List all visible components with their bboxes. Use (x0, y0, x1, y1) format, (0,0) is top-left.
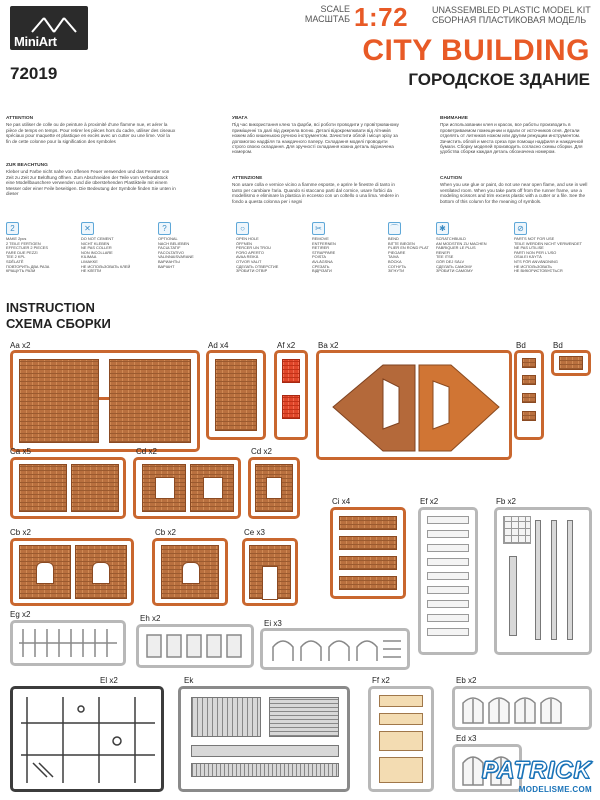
info-ua (232, 116, 402, 155)
sprue-cb-1 (10, 538, 134, 606)
scale-value: 1:72 (354, 2, 409, 32)
sprue-label-ed: Ed x3 (456, 734, 477, 743)
ledge-part (339, 556, 397, 570)
kit-type (432, 5, 592, 25)
sprue-label-ei: Ei x3 (264, 619, 282, 628)
sprue-gate (99, 397, 109, 400)
sprue-label-aa: Aa x2 (10, 341, 31, 350)
small-part (522, 393, 536, 403)
rail-part (509, 556, 517, 636)
sprue-label-cd-1: Cd x2 (136, 447, 157, 456)
small-part (522, 411, 536, 421)
legend-item-make-2 (6, 222, 76, 274)
no-glue-icon: ✕ (81, 222, 94, 235)
instruction-title-en: INSTRUCTION (6, 300, 95, 315)
frame-part (427, 558, 469, 566)
sprue-label-eg: Eg x2 (10, 610, 31, 619)
info-it-head: ATTENZIONE (232, 176, 263, 181)
info-en (440, 176, 595, 204)
ledge-part (339, 576, 397, 590)
frame-part (427, 628, 469, 636)
sprue-cd-1 (133, 457, 241, 519)
legend-text: SCRATCHBUILD AM MODSTEN ZU MACHEN FABRIQUER LE PLUS RENEFI TEE ITSE GÖR DEJ SÄLV СДЕЛАТЬ САМОМУ ЗРОБИТИ САМОМУ (436, 236, 487, 274)
sprue-label-cb-2: Cb x2 (155, 528, 176, 537)
legend-text: REMOVE ENTFERNEN RETIRER STRAPPARE POISTA AVLÄGSNA СРЕЗАТЬ ВІДРІЗАТИ (312, 236, 336, 274)
sprue-ff (368, 686, 434, 792)
sprue-label-eh: Eh x2 (140, 614, 161, 623)
info-it-text: Non usare colla e vernice vicino a fiamme esposte, e aprire le finestre di tanto in tanto per cambiare l'aria. Quando si staccano parti dal cornice, usare forbici da modellismo e eliminare la plastica in eccesso con un coltello o una lima. Vedere in fondo a questa colonna per i segni (232, 182, 399, 204)
info-de-head: ZUR BEACHTUNG (6, 163, 48, 168)
scissors-icon: ✂ (312, 222, 325, 235)
info-fr-text: Ne pas utiliser de colle ou de peinture à proximité d'une flamme nue, et aérer la pièce de temps en temps. Pour retirer les pièces hors du cadre, utiliser des ciseaux spéciaux pour maquette et plastique en excès avec un cutter ou une lime. Voir la fin de cette colonne pour la signification des symboles (6, 122, 176, 144)
legend-text: OPEN HOLE ÖFFNEN PERCER UN TROU FORO APERTO AVAA REIKÄ OTVOR VALIT СДЕЛАТЬ ОТВЕРСТИЕ ЗРОБИТИ ОТВІР (236, 236, 279, 274)
frame-part (427, 516, 469, 524)
legend-text: OPTIONAL NACH BELIEBEN FACULTATIF FACOLTATIVO VALINNAISVARANE ВАРИАНТЫ ВАРІАНТ (158, 236, 194, 269)
rail-part (551, 520, 557, 640)
wall-panel (71, 464, 119, 512)
sprue-label-ce: Ce x3 (244, 528, 265, 537)
frame-part (427, 530, 469, 538)
sprue-aa (10, 350, 200, 452)
window-opening (92, 562, 110, 584)
door-part (379, 731, 423, 751)
wall-panel (19, 359, 99, 443)
legend-item-optional (158, 222, 228, 269)
sprue-label-ef: Ef x2 (420, 497, 439, 506)
rail-part (535, 520, 541, 640)
scratchbuild-icon: ✱ (436, 222, 449, 235)
sign-part (379, 713, 423, 725)
window-opening (203, 477, 223, 499)
roof-parts-icon (323, 357, 507, 455)
sprue-label-ca: Ca x5 (10, 447, 31, 456)
info-ua-text: Під час використання клею та фарби, всі роботи проводити у провітрюваному приміщенні та далі від джерела вогню. Деталі відокремлювати від літників ножем або кишенькою ручною інструментом. Зачистити облой і місця зрізу за допомогою надфіля та наждачного паперу. Складання моделі проводити строго своєю складання. Для зручності складання кожна деталь відзначена номером. (232, 122, 399, 155)
frame-part (427, 586, 469, 594)
info-ru-head: ВНИМАНИЕ (440, 116, 468, 121)
symbols-legend (6, 222, 594, 274)
sprue-ek (178, 686, 350, 792)
ledge-part (339, 516, 397, 530)
sprue-eh (136, 624, 254, 668)
sprue-cd-2 (248, 457, 300, 519)
legend-item-remove (312, 222, 382, 274)
sprue-label-bd-1: Bd (516, 341, 526, 350)
sprue-label-bd-2: Bd (553, 341, 563, 350)
wall-panel (109, 359, 191, 443)
frame-part (427, 572, 469, 580)
bar-part (191, 745, 339, 757)
info-ru (440, 116, 595, 155)
sprue-af (274, 350, 308, 440)
window-wall (19, 545, 71, 599)
sprue-ef (418, 507, 478, 655)
window-opening (266, 477, 282, 499)
door-wall (249, 545, 291, 599)
legend-text: BEND BITTE BIEGEN PLIER EN ROND PLAT PIEGARE TAIVA BÖCKA СОГНУТЬ ЗІГНУТИ (388, 236, 429, 274)
info-en-text: When you use glue or paint, do not use near open flame, and use in well ventilated room. When you take parts off from the runner frame, use a modeling scissors and trim excess plastic with a cutter or a file. See the bottom of this column for the meaning of symbols. (440, 182, 588, 204)
info-ru-text: При использовании клея и красок, все работы производить в проветриваемом помещении и вдали от источников огня. Детали отделять от литников ножом или другим режущим инструментом. Зачистить облой и места среза при помощи надфиля и наждачной бумаги. Сборку моделей производить согласно схемы сборки. Для удобства сборки каждая деталь обозначена номером. (440, 122, 584, 155)
chimney-part (282, 395, 300, 419)
frame-part (427, 544, 469, 552)
watermark-sub: MODELISME.COM (518, 785, 592, 794)
sign-part (379, 695, 423, 707)
info-ua-head: УВАГА (232, 116, 248, 121)
window-wall (190, 464, 234, 512)
title-ru: ГОРОДСКОЕ ЗДАНИЕ (408, 70, 590, 89)
sprue-label-ek: Ek (184, 676, 194, 685)
grille-part (191, 763, 339, 777)
scale-label-en: SCALE (320, 4, 350, 14)
title-en: CITY BUILDING (362, 34, 590, 67)
brand-logo (10, 6, 88, 50)
sprue-ca (10, 457, 126, 519)
scale-label (300, 4, 350, 24)
window-opening (155, 477, 175, 499)
legend-item-scratchbuild (436, 222, 506, 274)
sprue-ba (316, 350, 512, 460)
window-grid (503, 516, 531, 544)
sprue-eg (10, 620, 126, 666)
legend-text: DO NOT CEMENT NICHT KLEBEN NE PAS COLLER NON INCOLLARE KILIMAA LIMAKKE НЕ ИСПОЛЬЗОВАТЬ КЛЕЙ НЕ КЛЕЇТИ (81, 236, 131, 274)
watermark-main: PATRICK (481, 757, 592, 784)
railing-parts-icon (17, 627, 121, 661)
lamp-parts-icon (17, 693, 159, 787)
kit-type-en: UNASSEMBLED PLASTIC MODEL KIT (432, 5, 591, 15)
sprue-ad (206, 350, 266, 440)
instruction-title-ru: СХЕМА СБОРКИ (6, 316, 111, 331)
legend-item-not-for-use (514, 222, 594, 274)
info-it (232, 176, 402, 204)
wall-panel (19, 464, 67, 512)
sprue-label-ff: Ff x2 (372, 676, 390, 685)
arch-parts-icon (267, 635, 405, 665)
sprue-label-cb-1: Cb x2 (10, 528, 31, 537)
logo-emblem-icon (30, 16, 78, 34)
sprue-bd-1 (514, 350, 544, 440)
window-wall (255, 464, 293, 512)
sprue-cb-2 (152, 538, 228, 606)
info-en-head: CAUTION (440, 176, 462, 181)
sprue-label-eb: Eb x2 (456, 676, 477, 685)
frame-part (427, 614, 469, 622)
window-opening (182, 562, 200, 584)
bracket-parts-icon (143, 631, 249, 663)
sprue-ci (330, 507, 406, 599)
rail-part (567, 520, 573, 640)
sprue-ei (260, 628, 410, 670)
window-wall (161, 545, 219, 599)
info-fr (6, 116, 176, 144)
sprue-ce (242, 538, 298, 606)
make-twice-icon: 2 (6, 222, 19, 235)
window-wall (75, 545, 127, 599)
sprue-label-el: El x2 (100, 676, 118, 685)
sprue-fb (494, 507, 592, 655)
not-for-use-icon: ⊘ (514, 222, 527, 235)
sprue-el (10, 686, 164, 792)
info-fr-head: ATTENTION (6, 116, 34, 121)
sprue-label-ad: Ad x4 (208, 341, 229, 350)
small-part (522, 358, 536, 368)
kit-type-ru: СБОРНАЯ ПЛАСТИКОВАЯ МОДЕЛЬ (432, 15, 587, 25)
sprue-eb (452, 686, 592, 730)
legend-text: PARTS NOT FOR USE TEILE WERDEN NICHT VERWENDET NE PAS UTILISE PARTI NON PER L'USO OSIA EI KÄYTÄ NTS FÖR ANVÄNDNING НЕ ИСПОЛЬЗОВАТЬ НЕ ВИКОРИСТОВУЄТЬСЯ (514, 236, 582, 274)
window-frame-parts-icon (459, 693, 587, 725)
small-part (522, 375, 536, 385)
sprue-bd-2 (551, 350, 591, 376)
sprue-label-ci: Ci x4 (332, 497, 351, 506)
sprue-label-cd-2: Cd x2 (251, 447, 272, 456)
ledge-part (339, 536, 397, 550)
optional-icon: ? (158, 222, 171, 235)
chimney-part (282, 359, 300, 383)
kit-number: 72019 (10, 64, 58, 83)
bend-icon: ⌒ (388, 222, 401, 235)
sprue-label-fb: Fb x2 (496, 497, 517, 506)
info-de-text: Kleber und Farbe nicht nahe von offenen Feuer verwenden und das Fenster von Zeit zu Zeit zur Belüftung öffnen. Zum Abschneiden der Teile vom Verbundstück eine Modellbauschere verwenden und die überstehenden Plastikteile mit einem Messer oder einer Feile beseitigen. Die Bedeutung der Symbole finden Sie unten in dieser (6, 169, 176, 197)
small-part (559, 356, 583, 370)
wall-panel (215, 359, 257, 431)
watermark (482, 757, 592, 794)
scale-label-ru: МАСШТАБ (304, 14, 350, 24)
door-part (379, 757, 423, 783)
brand-name: MiniArt (14, 34, 57, 49)
open-hole-icon: ○ (236, 222, 249, 235)
legend-text: MAKE 2pcs 2 TEILE FERTIGEN EFFECTUER 2 PIECES FARE DUE PEZZI TEE 2 KPL SDĚLATĚ ПОВТОРИТЬ ДВА РАЗА КРАЩУТЬ РАЗИ (6, 236, 50, 274)
window-opening (36, 562, 54, 584)
window-wall (142, 464, 186, 512)
roof-tile-part (269, 697, 339, 737)
sprue-label-af: Af x2 (277, 341, 296, 350)
fence-part (191, 697, 261, 737)
sprue-label-ba: Ba x2 (318, 341, 339, 350)
legend-item-open-hole (236, 222, 306, 274)
door-opening (262, 566, 278, 600)
legend-item-do-not-cement (81, 222, 151, 274)
info-de (6, 163, 176, 196)
frame-part (427, 600, 469, 608)
